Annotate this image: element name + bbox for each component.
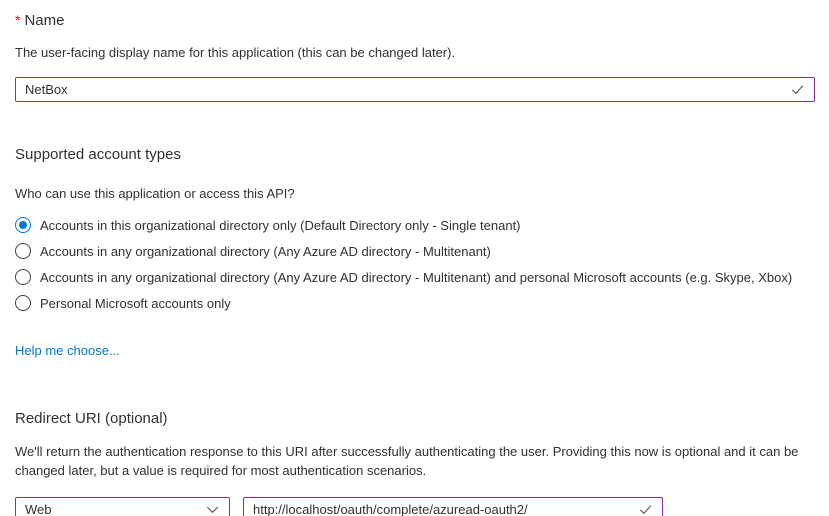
redirect-uri-description: We'll return the authentication response to this URI after successfully authenticating the user. Providing this now is optional and it can be changed later, but a value is required for most authentication scenarios. <box>15 444 799 478</box>
radio-option-label: Accounts in this organizational directory only (Default Directory only - Single tenant) <box>40 217 521 233</box>
radio-button[interactable] <box>15 243 31 259</box>
radio-option-label: Accounts in any organizational directory (Any Azure AD directory - Multitenant) and personal Microsoft accounts (e.g. Skype, Xbox) <box>40 269 793 285</box>
checkmark-icon <box>790 82 805 97</box>
radio-option-label: Accounts in any organizational directory (Any Azure AD directory - Multitenant) <box>40 243 491 259</box>
required-asterisk: * <box>15 12 21 28</box>
redirect-uri-input[interactable] <box>244 498 638 516</box>
chevron-down-icon <box>205 502 220 516</box>
name-section-title <box>15 10 815 31</box>
radio-option-single-tenant[interactable] <box>15 212 815 238</box>
name-description: The user-facing display name for this application (this can be changed later). <box>15 45 456 60</box>
redirect-uri-row <box>15 497 815 516</box>
radio-option-personal-only[interactable] <box>15 290 815 316</box>
checkmark-icon <box>638 502 653 516</box>
account-types-title: Supported account types <box>15 146 181 163</box>
platform-select-dropdown[interactable] <box>15 497 230 516</box>
radio-button[interactable] <box>15 295 31 311</box>
radio-option-label: Personal Microsoft accounts only <box>40 295 231 311</box>
radio-option-multitenant-personal[interactable] <box>15 264 815 290</box>
account-types-radio-group <box>15 212 815 316</box>
redirect-uri-input-field[interactable] <box>243 497 663 516</box>
radio-option-multitenant[interactable] <box>15 238 815 264</box>
name-input-field[interactable] <box>15 77 815 102</box>
redirect-uri-title: Redirect URI (optional) <box>15 410 168 427</box>
name-section-title-label: Name <box>24 12 65 29</box>
account-types-question: Who can use this application or access this API? <box>15 186 295 201</box>
radio-button[interactable] <box>15 269 31 285</box>
radio-button[interactable] <box>15 217 31 233</box>
help-me-choose-link[interactable]: Help me choose... <box>15 343 120 358</box>
name-input[interactable] <box>16 78 790 101</box>
platform-selected-value: Web <box>25 502 52 516</box>
